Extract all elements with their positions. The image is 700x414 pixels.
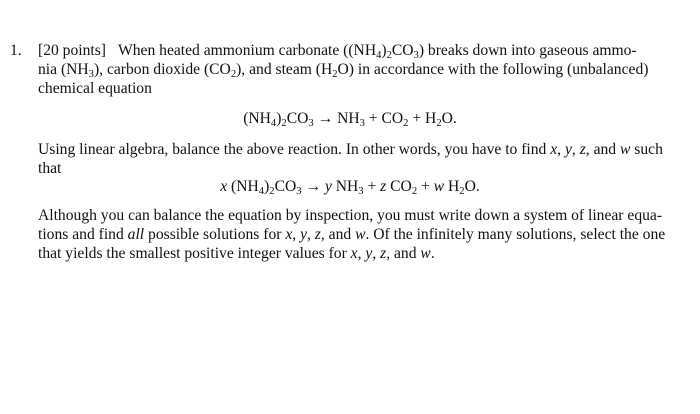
text-line-5: Using linear algebra, balance the above reaction. In other words, you have to find x, y, z, and w such <box>38 141 663 158</box>
text-line-3: chemical equation <box>38 80 152 97</box>
balanced-equation-template: x $(NH_4)_2CO_3 \to y$ $NH_3 + z$ $CO_2 + w$ $H_2O$. <box>220 178 480 198</box>
unbalanced-equation: $(NH_4)_2CO_3 \to NH_3 + CO_2 + H_2O$. <box>243 110 457 130</box>
text-line-10: that yields the smallest positive integer values for x, y, z, and w. <box>38 245 435 262</box>
text-line-6: that <box>38 160 62 177</box>
text-line-2: nia $(NH_3)$, carbon dioxide $(CO_2)$, and steam $(H_2O)$ in accordance with the following (unbalanced) <box>38 61 649 81</box>
problem-number: 1. <box>10 42 22 59</box>
text-line-9: tions and find all possible solutions for x, y, z, and w. Of the infinitely many solutions, select the one <box>38 226 666 243</box>
text-line-1: When heated ammonium carbonate $((NH_4)_2CO_3)$ breaks down into gaseous ammo- <box>118 42 637 62</box>
text-line-8: Although you can balance the equation by inspection, you must write down a system of linear equa- <box>38 207 663 224</box>
points-label: [20 points] <box>38 42 107 59</box>
